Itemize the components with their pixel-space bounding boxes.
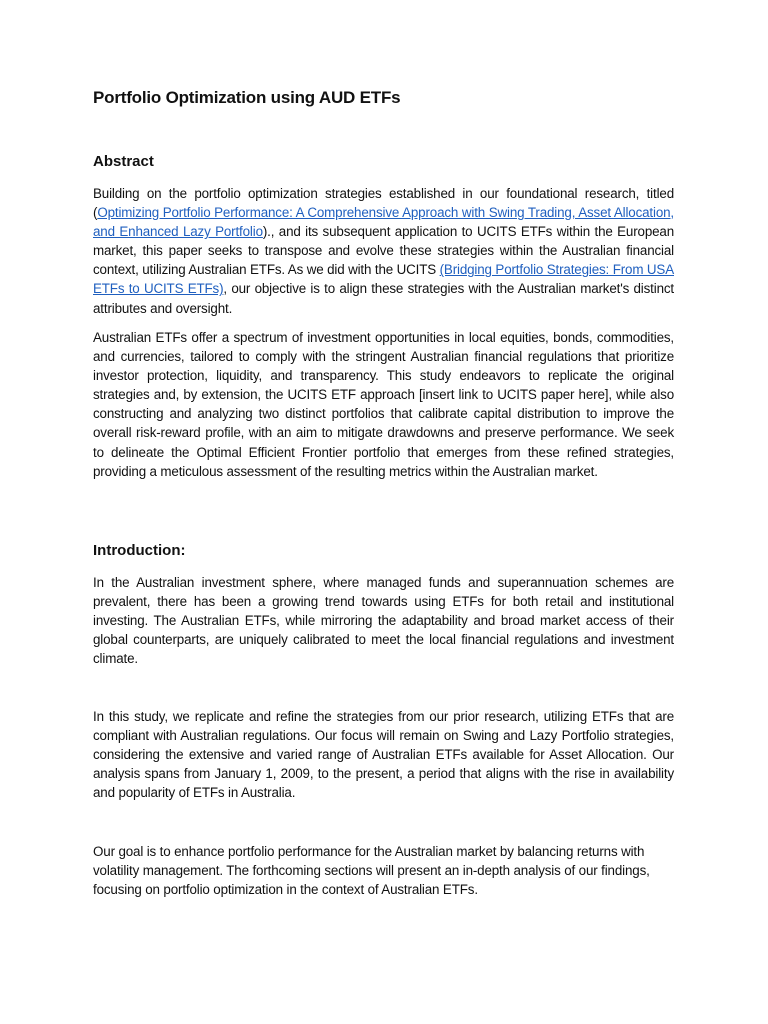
optimizing-portfolio-paper-link[interactable]: Optimizing Portfolio Performance: A Comprehensive Approach with Swing Trading, Asset Allocation, and Enhanced Lazy Portfolio (93, 205, 674, 240)
abstract-p1-text-middle: )., and its subsequent application to UCITS ETFs within the European market, this paper seeks to transpose and evolve these strategies within the Australian financial context, utilizing Australian ETFs. As we did with the UCITS (93, 224, 675, 278)
document-title: Portfolio Optimization using AUD ETFs (93, 88, 401, 107)
introduction-paragraph-1: In the Australian investment sphere, where managed funds and superannuation schemes are prevalent, there has been a growing trend towards using ETFs for both retail and institutional investing. The Australian ETFs, while mirroring the adaptability and broad market access of their global counterparts, are uniquely calibrated to meet the local financial regulations and investment climate. (93, 575, 674, 667)
abstract-p1-text-end: , our objective is to align these strategies with the Australian market's distinct attributes and oversight. (93, 281, 674, 316)
abstract-heading: Abstract (93, 153, 154, 170)
introduction-paragraph-2: In this study, we replicate and refine the strategies from our prior research, utilizing ETFs that are compliant with Australian regulations. Our focus will remain on Swing and Lazy Portfolio strategies, considering the extensive and varied range of Australian ETFs available for Asset Allocation. Our analysis spans from January 1, 2009, to the present, a period that aligns with the rise in availability and popularity of ETFs in Australia. (93, 709, 674, 801)
abstract-p1-text-start: Building on the portfolio optimization strategies established in our foundational research, titled ( (93, 186, 674, 221)
introduction-heading: Introduction: (93, 542, 186, 559)
abstract-paragraph-1 (93, 184, 674, 318)
abstract-paragraph-2: Australian ETFs offer a spectrum of investment opportunities in local equities, bonds, commodities, and currencies, tailored to comply with the stringent Australian financial regulations that prioritize investor protection, liquidity, and transparency. This study endeavors to replicate the original strategies and, by extension, the UCITS ETF approach [insert link to UCITS paper here], while also constructing and analyzing two distinct portfolios that calibrate capital distribution to improve the overall risk-reward profile, with an aim to mitigate drawdowns and preserve performance. We seek to delineate the Optimal Efficient Frontier portfolio that emerges from these refined strategies, providing a meticulous assessment of the resulting metrics within the Australian market. (93, 330, 674, 479)
bridging-strategies-paper-link[interactable]: (Bridging Portfolio Strategies: From USA ETFs to UCITS ETFs) (93, 262, 674, 297)
introduction-paragraph-3: Our goal is to enhance portfolio performance for the Australian market by balancing returns with volatility management. The forthcoming sections will present an in-depth analysis of our findings, focusing on portfolio optimization in the context of Australian ETFs. (93, 844, 650, 898)
